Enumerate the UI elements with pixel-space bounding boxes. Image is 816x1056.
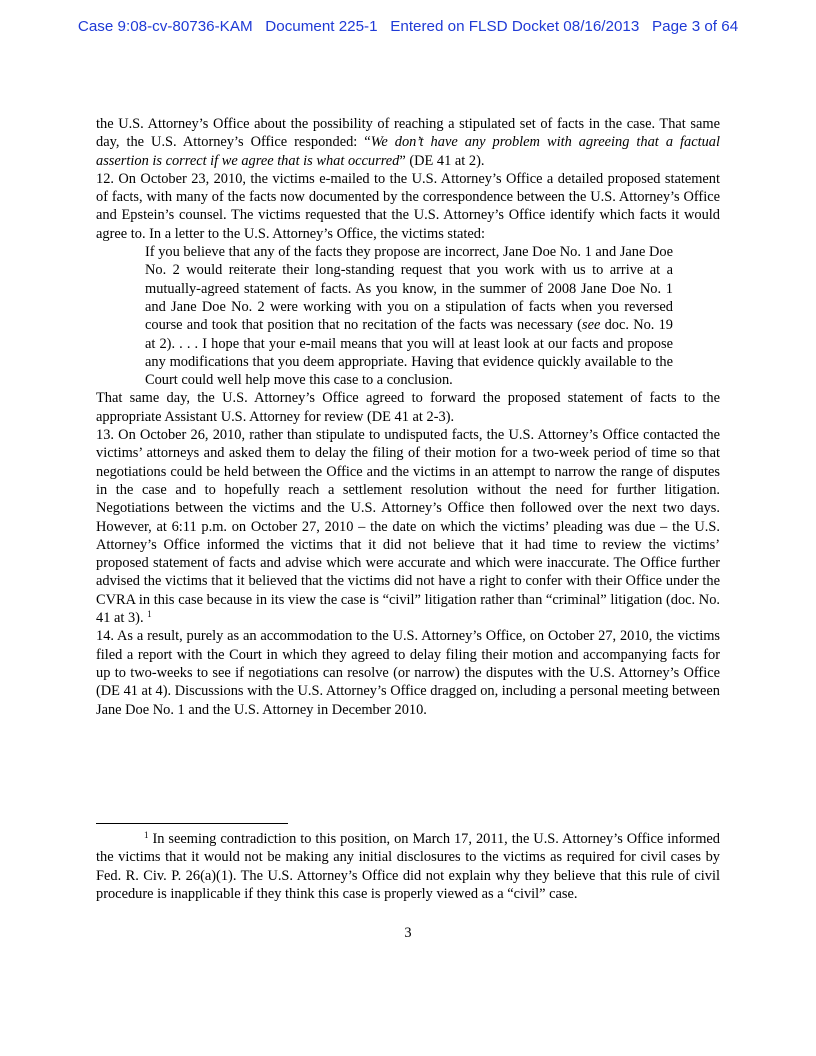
paragraph-12: 12. On October 23, 2010, the victims e-mailed to the U.S. Attorney’s Office a detailed proposed statement of facts, with many of the facts now documented by the correspondence between the U.S. Attorney’s Office and Epstein’s counsel. The victims requested that the U.S. Attorney’s Office identify which facts it would agree to. In a letter to the U.S. Attorney’s Office, the victims stated: — [96, 170, 720, 242]
footnote-text: In seeming contradiction to this position, on March 17, 2011, the U.S. Attorney’s Office informed the victims that it would not be making any initial disclosures to the victims as required for civil cases by Fed. R. Civ. P. 26(a)(1). The U.S. Attorney’s Office did not explain why they believe that this rule of civil procedure is inapplicable if they think this case is properly viewed as a “civil” case. — [96, 831, 720, 902]
footnote-divider — [96, 823, 288, 824]
block-quote: If you believe that any of the facts they propose are incorrect, Jane Doe No. 1 and Jane Doe No. 2 would reiterate their long-standing request that you work with us to arrive at a mutually-agreed statement of facts. As you know, in the summer of 2008 Jane Doe No. 1 and Jane Doe No. 2 were working with you on a stipulation of facts when you reversed course and took that position that no recitation of the facts was necessary (see doc. No. 19 at 2). . . . I hope that your e-mail means that you will at least look at our facts and propose any modifications that you deem appropriate. Having that evidence quickly available to the Court could well help move this case to a conclusion. — [145, 244, 673, 389]
page-number: 3 — [404, 925, 412, 941]
docket-entry: Entered on FLSD Docket 08/16/2013 — [390, 18, 640, 35]
docket-header — [0, 18, 816, 35]
paragraph-14: 14. As a result, purely as an accommodation to the U.S. Attorney’s Office, on October 27, 2010, the victims filed a report with the Court in which they agreed to delay filing their motion and accompanying facts for up to two-weeks to see if negotiations can resolve (or narrow) the disputes with the U.S. Attorney’s Office (DE 41 at 4). Discussions with the U.S. Attorney’s Office dragged on, including a personal meeting between Jane Doe No. 1 and the U.S. Attorney in December 2010. — [96, 628, 720, 718]
footnote-number: 1 — [144, 830, 149, 840]
paragraph-after-quote: That same day, the U.S. Attorney’s Office agreed to forward the proposed statement of facts to the appropriate Assistant U.S. Attorney for review (DE 41 at 2-3). — [96, 390, 720, 425]
paragraph-13: 13. On October 26, 2010, rather than stipulate to undisputed facts, the U.S. Attorney’s Office contacted the victims’ attorneys and asked them to delay the filing of their motion for a two-week period of time so that negotiations could be held between the Office and the victims in an attempt to narrow the range of disputes in the case and to hopefully reach a settlement resolution without the need for further litigation. Negotiations between the victims and the U.S. Attorney’s Office then followed over the next two days. However, at 6:11 p.m. on October 27, 2010 – the date on which the victims’ pleading was due – the U.S. Attorney’s Office informed the victims that it did not believe that it had time to review the victims’ proposed statement of facts and advise which were accurate and which were inaccurate. The Office further advised the victims that it believed that the victims did not have a right to confer with their Office under the CVRA in this case because in its view the case is “civil” litigation rather than “criminal” litigation (doc. No. 41 at 3). $^1$ — [96, 427, 720, 627]
paragraph-continued: the U.S. Attorney’s Office about the possibility of reaching a stipulated set of facts in the case. That same day, the U.S. Attorney’s Office responded: “We don’t have any problem with agreeing that a factual assertion is correct if we agree that is what occurred” (DE 41 at 2). — [96, 116, 720, 169]
page-count: Page 3 of 64 — [652, 18, 739, 35]
quoted-response: We don’t have any problem with agreeing that a factual assertion is correct if we agree that is what occurred — [96, 134, 720, 169]
document-body — [96, 115, 720, 719]
case-number: Case 9:08-cv-80736-KAM — [77, 18, 253, 35]
footnote-reference: 1 — [147, 609, 152, 620]
footnote — [96, 830, 720, 903]
document-number: Document 225-1 — [265, 18, 378, 35]
